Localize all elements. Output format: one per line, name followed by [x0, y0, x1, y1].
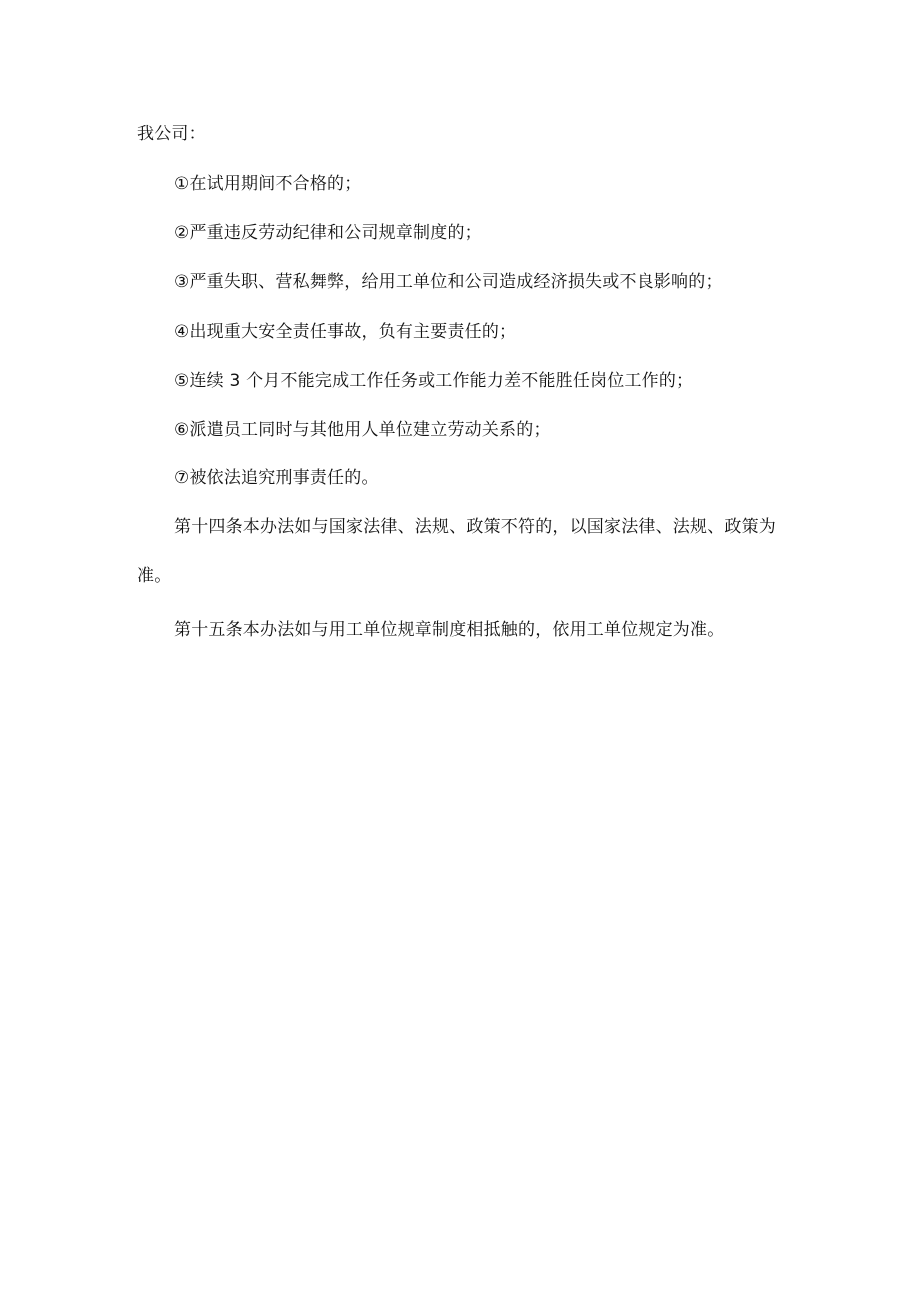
- article-15: 第十五条本办法如与用工单位规章制度相抵触的，依用工单位规定为准。: [174, 620, 725, 640]
- list-item: ②严重违反劳动纪律和公司规章制度的；: [174, 223, 482, 243]
- list-item: ①在试用期间不合格的；: [174, 174, 362, 194]
- article-14-line-1: 第十四条本办法如与国家法律、法规、政策不符的，以国家法律、法规、政策为: [174, 517, 776, 537]
- list-item: ④出现重大安全责任事故，负有主要责任的；: [174, 322, 517, 342]
- article-14-line-2: 准。: [137, 566, 172, 586]
- list-item: ③严重失职、营私舞弊，给用工单位和公司造成经济损失或不良影响的；: [174, 272, 723, 292]
- list-item: ⑥派遣员工同时与其他用人单位建立劳动关系的；: [174, 420, 551, 440]
- list-item: ⑤连续 3 个月不能完成工作任务或工作能力差不能胜任岗位工作的；: [174, 371, 694, 391]
- intro-text: 我公司：: [137, 124, 206, 144]
- list-item: ⑦被依法追究刑事责任的。: [174, 468, 379, 488]
